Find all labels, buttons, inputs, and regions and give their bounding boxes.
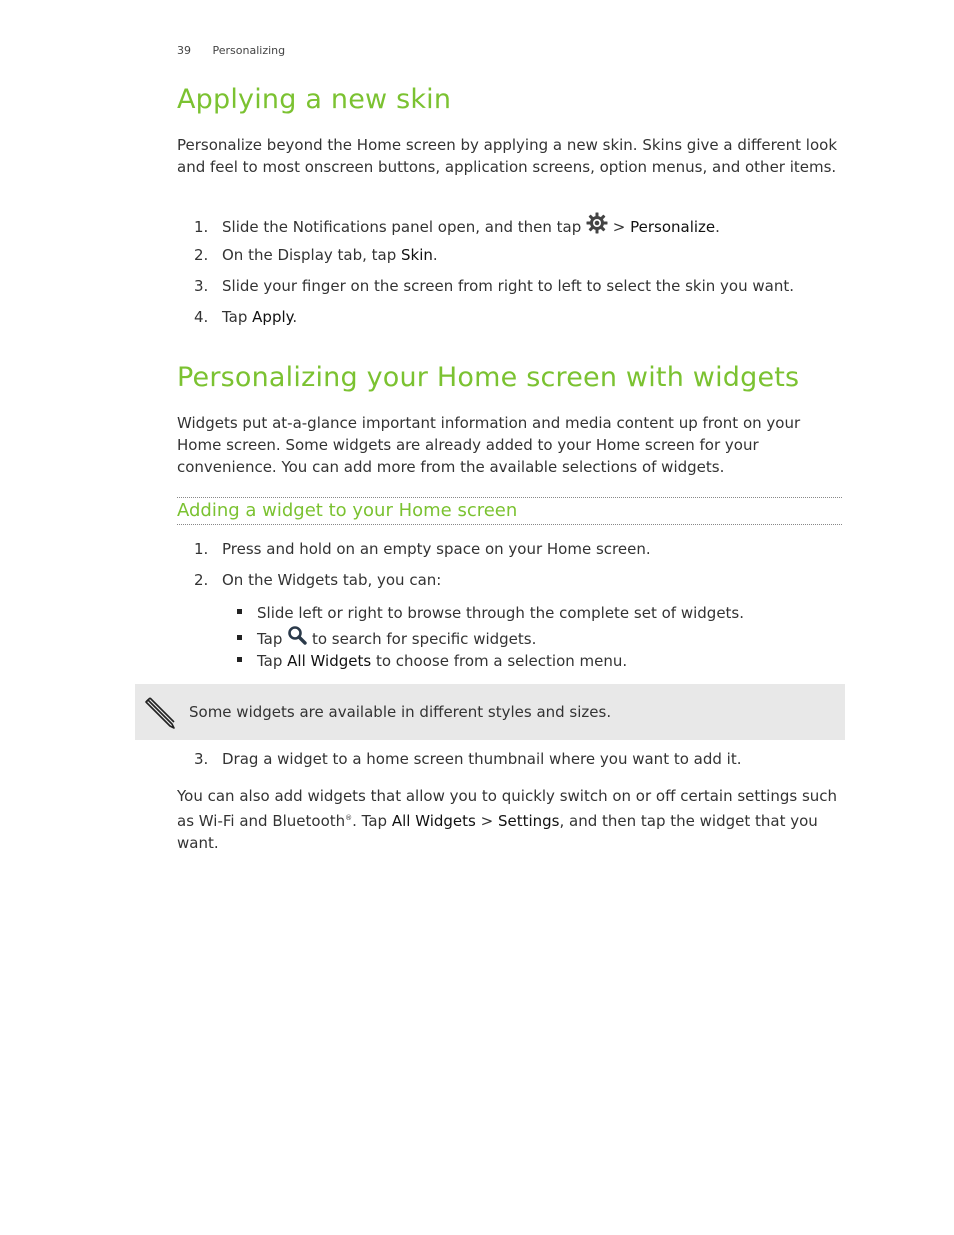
widgets-intro: Widgets put at-a-glance important information and media content up front on your Home screen. Some widgets are already added to your Home screen for your convenience. You can add more from the available selections of widgets. (177, 414, 801, 476)
bullet-text: Tap (257, 630, 288, 648)
skin-intro: Personalize beyond the Home screen by applying a new skin. Skins give a different look and feel to most onscreen buttons, application screens, option menus, and other items. (177, 136, 838, 176)
bullet-search (237, 627, 536, 652)
pencil-icon (143, 694, 179, 734)
skin-step-2 (194, 245, 438, 265)
bullet-marker (237, 657, 242, 662)
divider-top (177, 497, 842, 498)
settings-label: Settings (497, 812, 560, 830)
heading-applying-skin: Applying a new skin (177, 84, 452, 115)
bullet-all-widgets (237, 651, 627, 671)
skin-step-4 (194, 307, 297, 327)
step-number: 2. (194, 571, 209, 589)
step-text: Slide the Notifications panel open, and then tap (222, 218, 587, 236)
step-number: 2. (194, 246, 209, 264)
personalize-label: Personalize (630, 218, 716, 236)
bullet-marker (237, 635, 242, 640)
separator: > (608, 218, 631, 236)
step-number: 4. (194, 308, 209, 326)
skin-step-3 (194, 276, 794, 296)
note-box (135, 684, 845, 740)
heading-widgets: Personalizing your Home screen with widgets (177, 362, 800, 393)
bullet-text-end: to search for specific widgets. (307, 630, 537, 648)
all-widgets-label: All Widgets (287, 652, 372, 670)
bullet-marker (237, 609, 242, 614)
skin-label: Skin (401, 246, 433, 264)
apply-label: Apply (252, 308, 293, 326)
bullet-text: Tap (257, 652, 288, 670)
widget-step-1 (194, 539, 651, 559)
step-text-end: . (292, 308, 298, 326)
divider-bottom (177, 524, 842, 525)
step-text: On the Widgets tab, you can: (222, 571, 442, 589)
bullet-text: Slide left or right to browse through the complete set of widgets. (257, 604, 745, 622)
step-text: Press and hold on an empty space on your Home screen. (222, 540, 651, 558)
widget-step-3 (194, 749, 742, 769)
registered-mark: ® (345, 814, 353, 822)
page-header (177, 44, 285, 57)
settings-gear-icon (586, 212, 608, 239)
page-number: 39 (177, 44, 191, 57)
search-icon (287, 625, 307, 650)
step-number: 1. (194, 540, 209, 558)
bullet-browse (237, 603, 744, 623)
subheading-adding-widget: Adding a widget to your Home screen (177, 500, 518, 521)
step-text-end: . (715, 218, 720, 236)
section-name: Personalizing (212, 44, 286, 57)
widget-step-2 (194, 570, 441, 590)
step-number: 3. (194, 750, 209, 768)
step-text: Tap (222, 308, 253, 326)
bullet-text-end: to choose from a selection menu. (371, 652, 628, 670)
step-text: Drag a widget to a home screen thumbnail where you want to add it. (222, 750, 742, 768)
separator: > (475, 812, 498, 830)
note-text: Some widgets are available in different styles and sizes. (189, 703, 612, 721)
closing-text: . Tap (352, 812, 392, 830)
step-number: 1. (194, 218, 209, 236)
closing-text: You can also add widgets that allow you to quickly switch on or off certain settings such as Wi-Fi and Bluetooth (177, 787, 838, 830)
all-widgets-label: All Widgets (391, 812, 476, 830)
step-text: On the Display tab, tap (222, 246, 402, 264)
step-text-end: . (432, 246, 438, 264)
closing-paragraph (177, 785, 845, 854)
step-number: 3. (194, 277, 209, 295)
step-text: Slide your finger on the screen from right to left to select the skin you want. (222, 277, 794, 295)
closing-text: , and then tap the widget that you want. (177, 812, 818, 852)
skin-step-1 (194, 214, 720, 241)
